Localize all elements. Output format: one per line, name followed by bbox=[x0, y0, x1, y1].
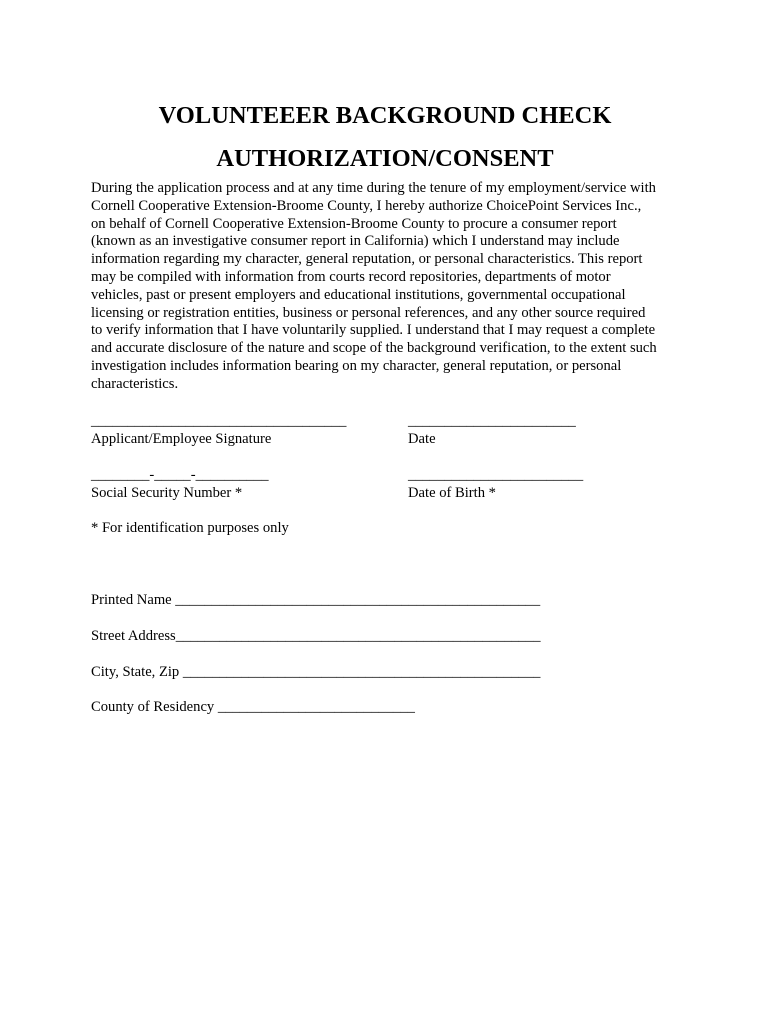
paragraph-line: During the application process and at any time during the tenure of my employment/service with bbox=[91, 180, 656, 196]
paragraph-line: Cornell Cooperative Extension-Broome County, I hereby authorize ChoicePoint Services Inc., bbox=[91, 197, 642, 214]
county-of-residency-field[interactable]: County of Residency ___________________________ bbox=[91, 699, 415, 715]
paragraph-line: investigation includes information bearing on my character, general reputation, or personal bbox=[91, 357, 622, 374]
signature-label: Applicant/Employee Signature bbox=[91, 431, 272, 447]
paragraph-line: and accurate disclosure of the nature and scope of the background verification, to the extent such bbox=[91, 340, 657, 357]
paragraph-line: information regarding my character, general reputation, or personal characteristics. This report bbox=[91, 251, 643, 268]
date-blank[interactable]: _______________________ bbox=[408, 413, 576, 429]
date-label: Date bbox=[408, 431, 436, 447]
paragraph-line: may be compiled with information from courts record repositories, departments of motor bbox=[91, 268, 611, 285]
paragraph-line: characteristics. bbox=[91, 375, 179, 392]
paragraph-line: on behalf of Cornell Cooperative Extension-Broome County to procure a consumer report bbox=[91, 215, 617, 232]
printed-name-field[interactable]: Printed Name __________________________________________________ bbox=[91, 592, 541, 608]
city-state-zip-field[interactable]: City, State, Zip _________________________________________________ bbox=[91, 664, 541, 680]
street-address-field[interactable]: Street Address__________________________________________________ bbox=[91, 628, 541, 644]
form-title-line-2: AUTHORIZATION/CONSENT bbox=[216, 145, 554, 172]
signature-blank[interactable]: ___________________________________ bbox=[91, 413, 347, 429]
paragraph-line: (known as an investigative consumer report in California) which I understand may include bbox=[91, 233, 620, 250]
ssn-blank[interactable]: ________-_____-__________ bbox=[91, 467, 269, 483]
paragraph-line: to verify information that I have voluntarily supplied. I understand that I may request a complete bbox=[91, 322, 656, 339]
paragraph-line: vehicles, past or present employers and educational institutions, governmental occupational bbox=[91, 286, 626, 303]
dob-blank[interactable]: ________________________ bbox=[408, 467, 584, 483]
paragraph-line: licensing or registration entities, business or personal references, and any other source required bbox=[91, 304, 646, 321]
form-title-line-1: VOLUNTEEER BACKGROUND CHECK bbox=[158, 102, 612, 129]
authorization-paragraph bbox=[91, 180, 691, 394]
identification-footnote: * For identification purposes only bbox=[91, 520, 289, 536]
ssn-label: Social Security Number * bbox=[91, 485, 243, 501]
dob-label: Date of Birth * bbox=[408, 485, 496, 501]
